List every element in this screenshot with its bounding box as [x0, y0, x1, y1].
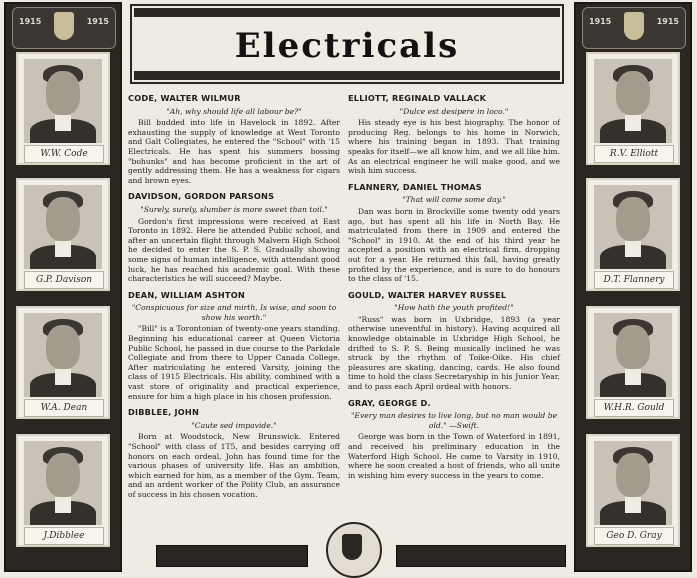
portrait-flannery	[586, 178, 680, 291]
text-column-left	[128, 94, 340, 507]
shield-icon	[624, 12, 644, 40]
entry-motto: "Surely, surely, slumber is more sweet than toil."	[140, 204, 328, 214]
crest-year-right: 1915	[656, 17, 679, 26]
entry-motto: "That will come some day."	[402, 195, 506, 205]
biography-entry	[348, 94, 560, 176]
entry-body: Born at Woodstock, New Brunswick. Entered "School" with class of 1T5, and besides carrying off honors on each ordeal, John has found time for the various phases of university life. Has an ambition, which earned for him, as a member of the Gym. Team, and an ardent worker of the Polity Club, an assurance of success in his chosen vocation.	[128, 432, 340, 499]
portrait-photo	[24, 185, 102, 269]
header-ornament-band	[134, 71, 560, 80]
entry-name: DIBBLEE, JOHN	[128, 407, 199, 418]
portrait-photo	[594, 59, 672, 143]
portrait-photo	[594, 441, 672, 525]
biography-entry	[348, 183, 560, 284]
footer-ornament-left	[156, 545, 308, 567]
crest-year-right: 1915	[86, 17, 109, 26]
crest-year-left: 1915	[19, 17, 42, 26]
entry-motto: "Conspicuous for size and mirth, Is wise, and soon to show his worth."	[131, 303, 337, 322]
entry-body: Bill budded into life in Havelock in 1892. After exhausting the supply of knowledge at West Toronto and Galt Collegiates, he entered the "School" with '15 Electricals. He has spent his summers bossing "bohunks" and has become proficient in the art of gently addressing them. He has a weakness for cigars and brown eyes.	[128, 118, 340, 185]
portrait-photo	[24, 59, 102, 143]
entry-motto: "Dulce est desipere in loco."	[399, 106, 509, 116]
entry-name: FLANNERY, DANIEL THOMAS	[348, 181, 482, 192]
page-header	[130, 4, 564, 84]
portrait-dibblee	[16, 434, 110, 547]
crest-year-left: 1915	[589, 17, 612, 26]
signature: J.Dibblee	[24, 527, 104, 545]
class-crest-left	[12, 7, 116, 49]
entry-name: ELLIOTT, REGINALD VALLACK	[348, 93, 487, 103]
entry-name: CODE, WALTER WILMUR	[128, 93, 241, 103]
university-seal-icon	[326, 522, 382, 578]
biography-entry	[128, 94, 340, 185]
right-portrait-column	[574, 2, 692, 572]
entry-motto: "How hath the youth profited!"	[394, 303, 514, 313]
entry-motto: "Ah, why should life all labour be?"	[166, 106, 302, 116]
entry-motto: "Every man desires to live long, but no man would be old." —Swift.	[350, 411, 558, 430]
entry-motto: "Caute sed impavide."	[191, 420, 277, 430]
portrait-photo	[594, 313, 672, 397]
page-title: Electricals	[234, 26, 460, 66]
biography-entry	[128, 408, 340, 499]
signature: W.H.R. Gould	[594, 399, 674, 417]
signature: W.W. Code	[24, 145, 104, 163]
header-ornament-band	[134, 8, 560, 17]
portrait-photo	[594, 185, 672, 269]
entry-name: GRAY, GEORGE D.	[348, 397, 431, 408]
portrait-gould	[586, 306, 680, 419]
entry-body: His steady eye is his best biography. The honor of producing Reg. belongs to his home in Norwich, where his training began in 1893. That training speaks for itself—we all know him, and we all like him. As an electrical engineer he will make good, and we wish him success.	[348, 118, 560, 176]
portrait-photo	[24, 441, 102, 525]
entry-name: DAVIDSON, GORDON PARSONS	[128, 191, 275, 202]
signature: G.P. Davison	[24, 271, 104, 289]
entry-name: GOULD, WALTER HARVEY RUSSEL	[348, 289, 507, 300]
biography-entry	[348, 399, 560, 481]
class-crest-right	[582, 7, 686, 49]
shield-icon	[54, 12, 74, 40]
footer-ornament-right	[396, 545, 566, 567]
entry-body: Dan was born in Brockville some twenty odd years ago, but has spent all his life in North Bay. He matriculated from there in 1909 and entered the "School" in 1910. At the end of his third year he accepted a position with an electrical firm, dropping out for a year. He returned this fall, having greatly profited by the experience, and is sure to do honours to the class of '15.	[348, 206, 560, 284]
portrait-dean	[16, 306, 110, 419]
biography-entry	[128, 192, 340, 283]
text-column-right	[348, 94, 560, 487]
portrait-davidson	[16, 178, 110, 291]
portrait-code	[16, 52, 110, 165]
signature: Geo D. Gray	[594, 527, 674, 545]
entry-body: "Russ" was born in Uxbridge, 1893 (a year otherwise uneventful in history). Having acquired all knowledge obtainable in Uxbridge High School, he drifted to S. P. S. Being musically inclined he was struck by the rhythm of Toike-Oike. His chief pleasures are skating, dancing, cards. He also found time to hold the class Secretaryship in his Junior Year, and to pass each April ordeal with honors.	[348, 314, 560, 392]
signature: D.T. Flannery	[594, 271, 674, 289]
entry-body: George was born in the Town of Waterford in 1891, and received his preliminary education in the Waterford High School. He came to Varsity in 1910, where he soon created a host of friends, who all unite in wishing him every success in the years to come.	[348, 432, 560, 480]
entry-body: "Bill" is a Torontonian of twenty-one years standing. Beginning his educational career at Queen Victoria Public School, he passed in due course to the Parkdale Collegiate and from there to Upper Canada College. After matriculating he entered Varsity, joining the class of 1915 Electricals. His ability, combined with a vast store of originality and practical experience, ensure for him a high place in his chosen profession.	[128, 324, 340, 401]
portrait-photo	[24, 313, 102, 397]
portrait-elliott	[586, 52, 680, 165]
signature: R.V. Elliott	[594, 145, 674, 163]
entry-name: DEAN, WILLIAM ASHTON	[128, 289, 245, 300]
biography-entry	[348, 291, 560, 392]
signature: W.A. Dean	[24, 399, 104, 417]
portrait-gray	[586, 434, 680, 547]
left-portrait-column	[4, 2, 122, 572]
entry-body: Gordon's first impressions were received at East Toronto in 1892. Here he attended Public school, and after an uncertain flight through Malvern High School he decided to enter the S. P. S. Gradually showing some signs of human intelligence, with attendant good luck, he has reached his academic goal. With these characteristics he will succeed? Maybe.	[128, 216, 340, 284]
biography-entry	[128, 291, 340, 402]
